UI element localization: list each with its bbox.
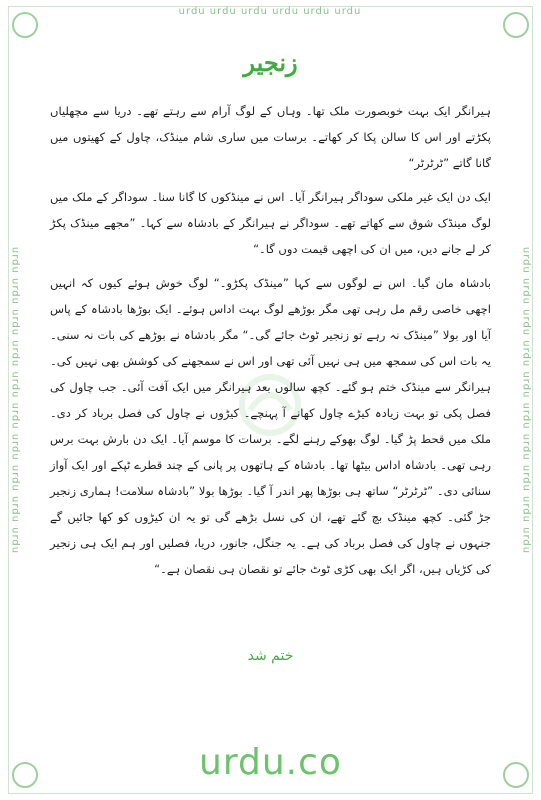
story-body xyxy=(50,98,491,590)
story-title: زنجیر xyxy=(243,48,298,77)
border-pattern-left: urdu urdu urdu urdu urdu urdu urdu urdu urdu urdu xyxy=(9,246,21,555)
paragraph: بادشاہ مان گیا۔ اس نے لوگوں سے کہا ”مینڈک پکڑو۔“ لوگ خوش ہوئے کیوں کہ انہیں اچھی خاصی رقم مل رہی تھی مگر بوڑھے لوگ بہت اداس ہوئے۔ ایک بوڑھا بادشاہ کے پاس آیا اور بولا ”مینڈک نہ رہے تو زنجیر ٹوٹ جائے گی۔“ مگر بادشاہ نے بوڑھے کی بات نہ سنی۔ یہ بات اس کی سمجھ میں ہی نہیں آئی تھی اور اس نے سمجھنے کی کوشش بھی نہیں کی۔ ہیرانگر سے مینڈک ختم ہو گئے۔ کچھ سالوں بعد ہیرانگر میں ایک آفت آئی۔ جب چاول کی فصل پکی تو بہت زیادہ کیڑے چاول کھانے آ پہنچے۔ کیڑوں نے چاول کی فصل برباد کر دی۔ ملک میں قحط پڑ گیا۔ لوگ بھوکے رہنے لگے۔ برسات کا موسم آیا۔ ایک دن بارش بہت برس رہی تھی۔ بادشاہ اداس بیٹھا تھا۔ بادشاہ کے ہاتھوں پر پانی کے چند قطرے ٹپکے اور ایک آواز سنائی دی۔ ”ٹرٹرٹر“ ساتھ ہی بوڑھا پھر اندر آ گیا۔ بوڑھا بولا ”بادشاہ سلامت! ہماری زنجیر جڑ گئی۔ کچھ مینڈک بچ گئے تھے، ان کی نسل بڑھے گی تو یہ ان کیڑوں کو کھا جائیں گے جنہوں نے چاول کی فصل برباد کی ہے۔ یہ جنگل، جانور، دریا، فصلیں اور ہم ایک ہی زنجیر کی کڑیاں ہیں، اگر ایک بھی کڑی ٹوٹ جائے تو نقصان ہی نقصان ہے۔“ xyxy=(50,276,491,576)
end-label: ختم شد xyxy=(247,648,294,664)
paragraph: ہیرانگر ایک بہت خوبصورت ملک تھا۔ وہاں کے لوگ آرام سے رہتے تھے۔ دریا سے مچھلیاں پکڑتے اور اس کا سالن پکا کر کھاتے۔ برسات میں ساری شام مینڈک، چاول کے کھیتوں میں گانا گاتے ”ٹرٹرٹر“ xyxy=(50,104,491,170)
paragraph: ایک دن ایک غیر ملکی سوداگر ہیرانگر آیا۔ اس نے مینڈکوں کا گانا سنا۔ سوداگر کے ملک میں لوگ مینڈک شوق سے کھاتے تھے۔ سوداگر نے ہیرانگر کے بادشاہ سے کہا۔ ”مجھے مینڈک پکڑ کر لے جانے دیں، میں ان کی اچھی قیمت دوں گا۔“ xyxy=(50,190,491,256)
border-pattern-right: urdu urdu urdu urdu urdu urdu urdu urdu urdu urdu xyxy=(520,246,532,555)
corner-ornament xyxy=(503,12,529,38)
border-pattern-top: urdu urdu urdu urdu urdu urdu xyxy=(178,6,362,17)
site-footer-logo: urdu.co xyxy=(199,742,342,783)
corner-ornament xyxy=(12,12,38,38)
